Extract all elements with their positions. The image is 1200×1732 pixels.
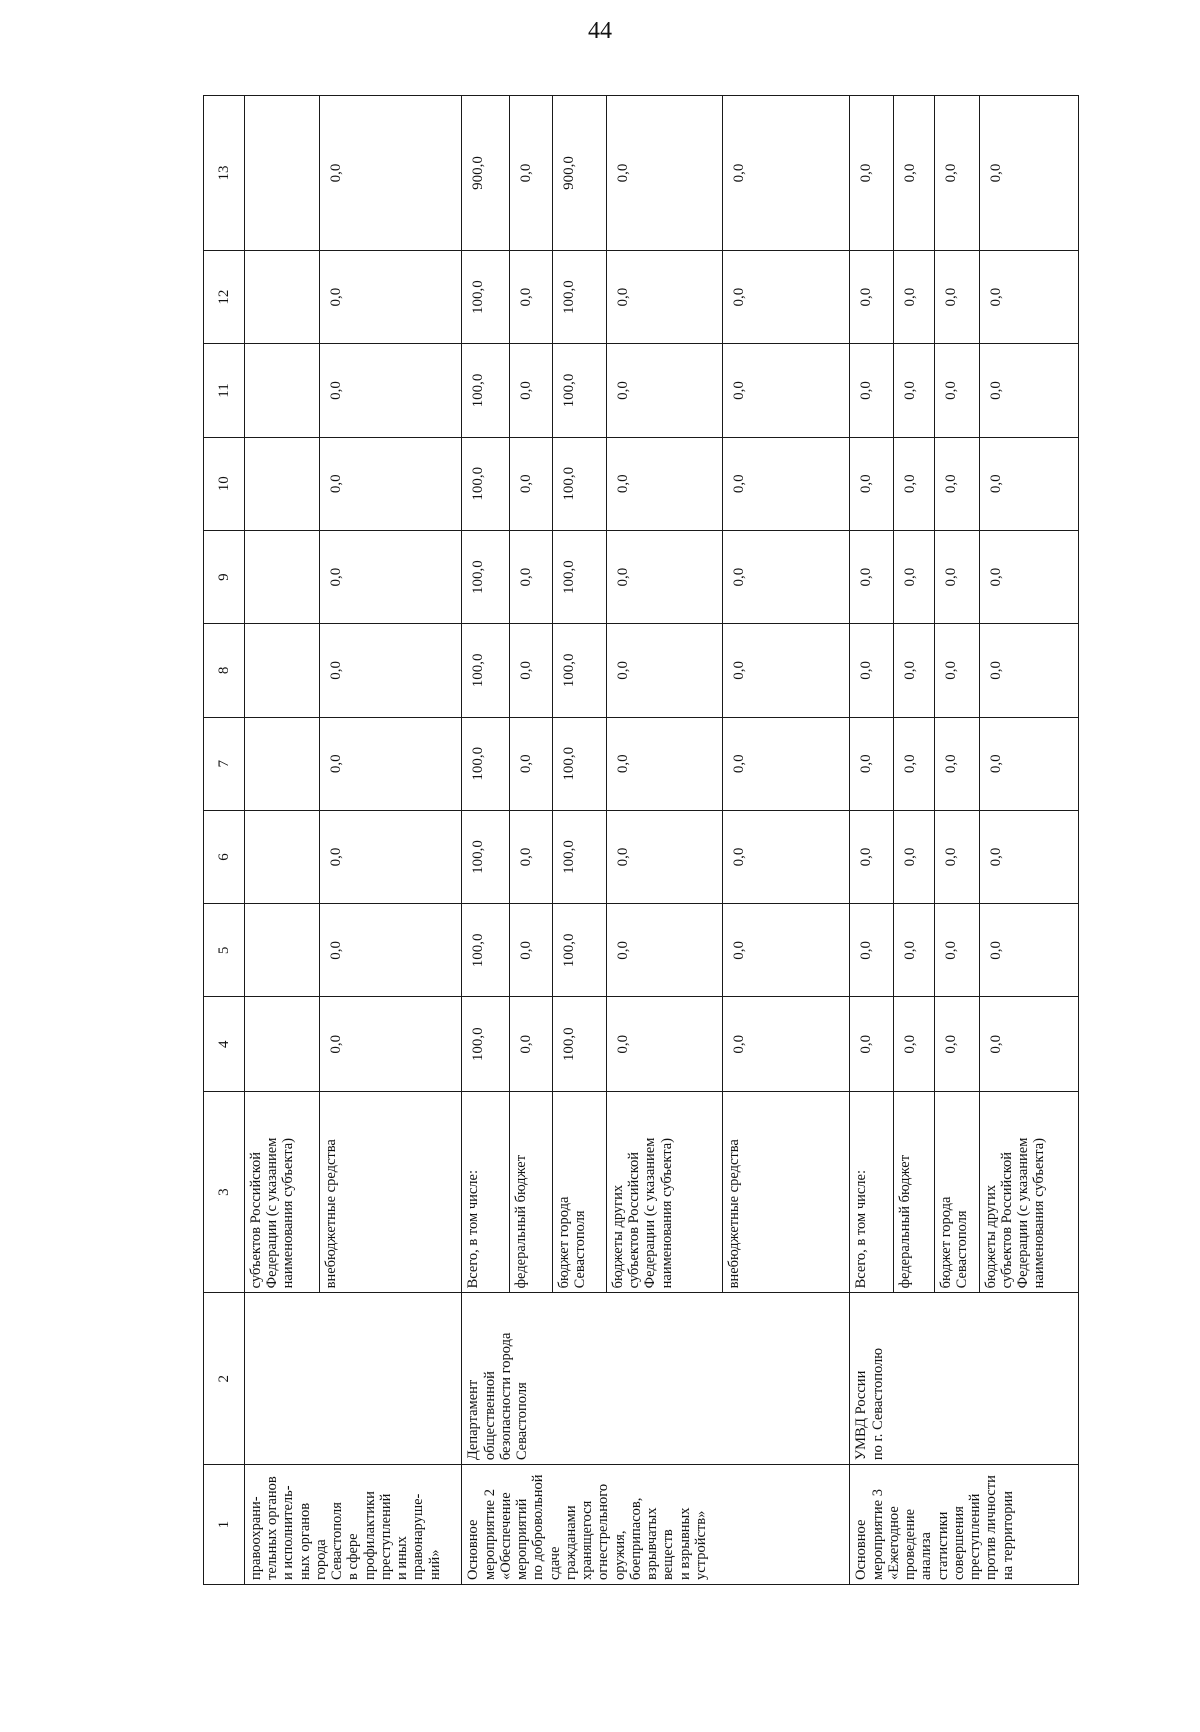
amount-cell: 0,0 bbox=[893, 437, 934, 530]
amount-cell bbox=[245, 904, 320, 997]
amount-cell: 0,0 bbox=[319, 530, 462, 623]
funding-source-cell: внебюджетные средства bbox=[723, 1091, 850, 1293]
amount-cell: 100,0 bbox=[462, 530, 509, 623]
amount-cell: 0,0 bbox=[319, 810, 462, 903]
amount-cell: 0,0 bbox=[893, 997, 934, 1091]
amount-cell: 0,0 bbox=[979, 810, 1078, 903]
amount-cell: 0,0 bbox=[319, 96, 462, 251]
amount-cell: 0,0 bbox=[934, 344, 979, 437]
amount-cell: 0,0 bbox=[934, 997, 979, 1091]
amount-cell: 0,0 bbox=[319, 437, 462, 530]
column-header: 1 bbox=[204, 1465, 245, 1585]
amount-cell: 0,0 bbox=[934, 904, 979, 997]
amount-cell: 0,0 bbox=[893, 904, 934, 997]
amount-cell: 100,0 bbox=[553, 624, 607, 717]
amount-cell: 100,0 bbox=[553, 997, 607, 1091]
amount-cell: 100,0 bbox=[553, 904, 607, 997]
amount-cell: 100,0 bbox=[553, 810, 607, 903]
amount-cell: 0,0 bbox=[979, 437, 1078, 530]
amount-cell: 0,0 bbox=[850, 997, 893, 1091]
amount-cell: 0,0 bbox=[606, 530, 722, 623]
amount-cell: 0,0 bbox=[850, 437, 893, 530]
amount-cell: 100,0 bbox=[462, 251, 509, 344]
amount-cell bbox=[245, 344, 320, 437]
amount-cell: 0,0 bbox=[893, 251, 934, 344]
column-header: 11 bbox=[204, 344, 245, 437]
amount-cell: 0,0 bbox=[934, 530, 979, 623]
amount-cell: 100,0 bbox=[462, 437, 509, 530]
amount-cell bbox=[245, 810, 320, 903]
amount-cell: 0,0 bbox=[850, 530, 893, 623]
amount-cell: 0,0 bbox=[893, 344, 934, 437]
amount-cell: 0,0 bbox=[723, 530, 850, 623]
amount-cell: 0,0 bbox=[850, 717, 893, 810]
amount-cell: 0,0 bbox=[979, 344, 1078, 437]
amount-cell: 0,0 bbox=[319, 997, 462, 1091]
table-body bbox=[245, 96, 1079, 1585]
table-row bbox=[850, 96, 893, 1585]
amount-cell: 0,0 bbox=[723, 437, 850, 530]
amount-cell: 0,0 bbox=[606, 251, 722, 344]
budget-table bbox=[203, 95, 1079, 1585]
funding-source-cell: федеральный бюджет bbox=[509, 1091, 552, 1293]
amount-cell: 0,0 bbox=[509, 624, 552, 717]
amount-cell: 0,0 bbox=[606, 904, 722, 997]
amount-cell: 0,0 bbox=[934, 251, 979, 344]
amount-cell: 0,0 bbox=[979, 717, 1078, 810]
amount-cell: 0,0 bbox=[850, 810, 893, 903]
funding-source-cell: бюджет города Севастополя bbox=[934, 1091, 979, 1293]
amount-cell: 0,0 bbox=[723, 96, 850, 251]
amount-cell: 0,0 bbox=[723, 810, 850, 903]
amount-cell: 0,0 bbox=[893, 717, 934, 810]
amount-cell: 0,0 bbox=[979, 96, 1078, 251]
funding-source-cell: Всего, в том числе: bbox=[462, 1091, 509, 1293]
amount-cell: 0,0 bbox=[850, 96, 893, 251]
activity-name-cell: Основное мероприятие 2 «Обеспечение мероприятий по добровольной сдаче гражданами хранящегося огнестрельного оружия, боеприпасов, взрывчатых веществ и взрывных устройств» bbox=[462, 1465, 850, 1585]
column-header: 6 bbox=[204, 810, 245, 903]
amount-cell: 0,0 bbox=[509, 904, 552, 997]
amount-cell: 0,0 bbox=[979, 997, 1078, 1091]
amount-cell: 0,0 bbox=[934, 624, 979, 717]
amount-cell: 100,0 bbox=[553, 717, 607, 810]
amount-cell: 0,0 bbox=[979, 530, 1078, 623]
executor-cell: УМВД России по г. Севастополю bbox=[850, 1293, 1079, 1465]
amount-cell: 0,0 bbox=[723, 717, 850, 810]
funding-source-cell: внебюджетные средства bbox=[319, 1091, 462, 1293]
funding-source-cell: бюджеты других субъектов Российской Федерации (с указанием наименования субъекта) bbox=[979, 1091, 1078, 1293]
amount-cell bbox=[245, 624, 320, 717]
amount-cell: 100,0 bbox=[462, 624, 509, 717]
funding-source-cell: бюджеты других субъектов Российской Федерации (с указанием наименования субъекта) bbox=[606, 1091, 722, 1293]
amount-cell: 0,0 bbox=[509, 437, 552, 530]
amount-cell: 100,0 bbox=[462, 717, 509, 810]
column-header: 3 bbox=[204, 1091, 245, 1293]
column-header: 9 bbox=[204, 530, 245, 623]
amount-cell: 0,0 bbox=[509, 717, 552, 810]
amount-cell: 0,0 bbox=[509, 251, 552, 344]
amount-cell: 0,0 bbox=[723, 624, 850, 717]
amount-cell bbox=[245, 251, 320, 344]
amount-cell: 0,0 bbox=[606, 344, 722, 437]
budget-table-rotated bbox=[203, 95, 1079, 1585]
column-header: 12 bbox=[204, 251, 245, 344]
amount-cell: 0,0 bbox=[850, 624, 893, 717]
amount-cell: 0,0 bbox=[319, 251, 462, 344]
amount-cell: 900,0 bbox=[553, 96, 607, 251]
amount-cell: 0,0 bbox=[979, 904, 1078, 997]
funding-source-cell: субъектов Российской Федерации (с указанием наименования субъекта) bbox=[245, 1091, 320, 1293]
amount-cell: 100,0 bbox=[553, 251, 607, 344]
amount-cell: 100,0 bbox=[462, 810, 509, 903]
amount-cell: 100,0 bbox=[553, 344, 607, 437]
amount-cell: 0,0 bbox=[893, 530, 934, 623]
amount-cell: 0,0 bbox=[319, 344, 462, 437]
executor-cell: Департамент общественной безопасности города Севастополя bbox=[462, 1293, 850, 1465]
amount-cell: 100,0 bbox=[462, 904, 509, 997]
column-header: 13 bbox=[204, 96, 245, 251]
amount-cell: 0,0 bbox=[979, 251, 1078, 344]
column-header: 2 bbox=[204, 1293, 245, 1465]
table-rotation-frame bbox=[203, 95, 1079, 1585]
amount-cell bbox=[245, 530, 320, 623]
amount-cell: 0,0 bbox=[509, 810, 552, 903]
amount-cell bbox=[245, 997, 320, 1091]
amount-cell: 0,0 bbox=[934, 437, 979, 530]
table-row bbox=[245, 96, 320, 1585]
amount-cell: 0,0 bbox=[893, 624, 934, 717]
activity-name-cell: Основное мероприятие 3 «Ежегодное проведение анализа статистики совершения преступлений против личности на территории bbox=[850, 1465, 1079, 1585]
executor-cell bbox=[245, 1293, 462, 1465]
amount-cell: 0,0 bbox=[723, 997, 850, 1091]
column-header: 8 bbox=[204, 624, 245, 717]
amount-cell: 0,0 bbox=[606, 810, 722, 903]
column-header: 4 bbox=[204, 997, 245, 1091]
amount-cell: 0,0 bbox=[606, 997, 722, 1091]
amount-cell: 0,0 bbox=[509, 344, 552, 437]
amount-cell: 0,0 bbox=[606, 96, 722, 251]
amount-cell: 0,0 bbox=[934, 717, 979, 810]
amount-cell: 0,0 bbox=[319, 904, 462, 997]
amount-cell bbox=[245, 437, 320, 530]
amount-cell: 0,0 bbox=[850, 251, 893, 344]
amount-cell: 0,0 bbox=[893, 96, 934, 251]
amount-cell bbox=[245, 717, 320, 810]
funding-source-cell: бюджет города Севастополя bbox=[553, 1091, 607, 1293]
funding-source-cell: Всего, в том числе: bbox=[850, 1091, 893, 1293]
column-header: 5 bbox=[204, 904, 245, 997]
amount-cell: 0,0 bbox=[509, 96, 552, 251]
amount-cell: 0,0 bbox=[319, 624, 462, 717]
amount-cell: 0,0 bbox=[509, 530, 552, 623]
column-header: 7 bbox=[204, 717, 245, 810]
funding-source-cell: федеральный бюджет bbox=[893, 1091, 934, 1293]
amount-cell: 0,0 bbox=[723, 251, 850, 344]
amount-cell bbox=[245, 96, 320, 251]
amount-cell: 0,0 bbox=[606, 717, 722, 810]
page-number: 44 bbox=[588, 18, 612, 44]
amount-cell: 100,0 bbox=[462, 344, 509, 437]
amount-cell: 900,0 bbox=[462, 96, 509, 251]
amount-cell: 0,0 bbox=[723, 344, 850, 437]
amount-cell: 100,0 bbox=[553, 530, 607, 623]
amount-cell: 0,0 bbox=[723, 904, 850, 997]
amount-cell: 0,0 bbox=[509, 997, 552, 1091]
amount-cell: 0,0 bbox=[934, 810, 979, 903]
amount-cell: 0,0 bbox=[934, 96, 979, 251]
amount-cell: 0,0 bbox=[850, 344, 893, 437]
amount-cell: 0,0 bbox=[850, 904, 893, 997]
amount-cell: 0,0 bbox=[319, 717, 462, 810]
header-row bbox=[204, 96, 245, 1585]
table-row bbox=[462, 96, 509, 1585]
amount-cell: 100,0 bbox=[553, 437, 607, 530]
amount-cell: 0,0 bbox=[606, 624, 722, 717]
amount-cell: 0,0 bbox=[893, 810, 934, 903]
activity-name-cell: правоохрани- тельных органов и исполнитель- ных органов города Севастополя в сфере профилактики преступлений и иных правонаруше- ний» bbox=[245, 1465, 462, 1585]
column-header: 10 bbox=[204, 437, 245, 530]
amount-cell: 0,0 bbox=[979, 624, 1078, 717]
amount-cell: 0,0 bbox=[606, 437, 722, 530]
amount-cell: 100,0 bbox=[462, 997, 509, 1091]
